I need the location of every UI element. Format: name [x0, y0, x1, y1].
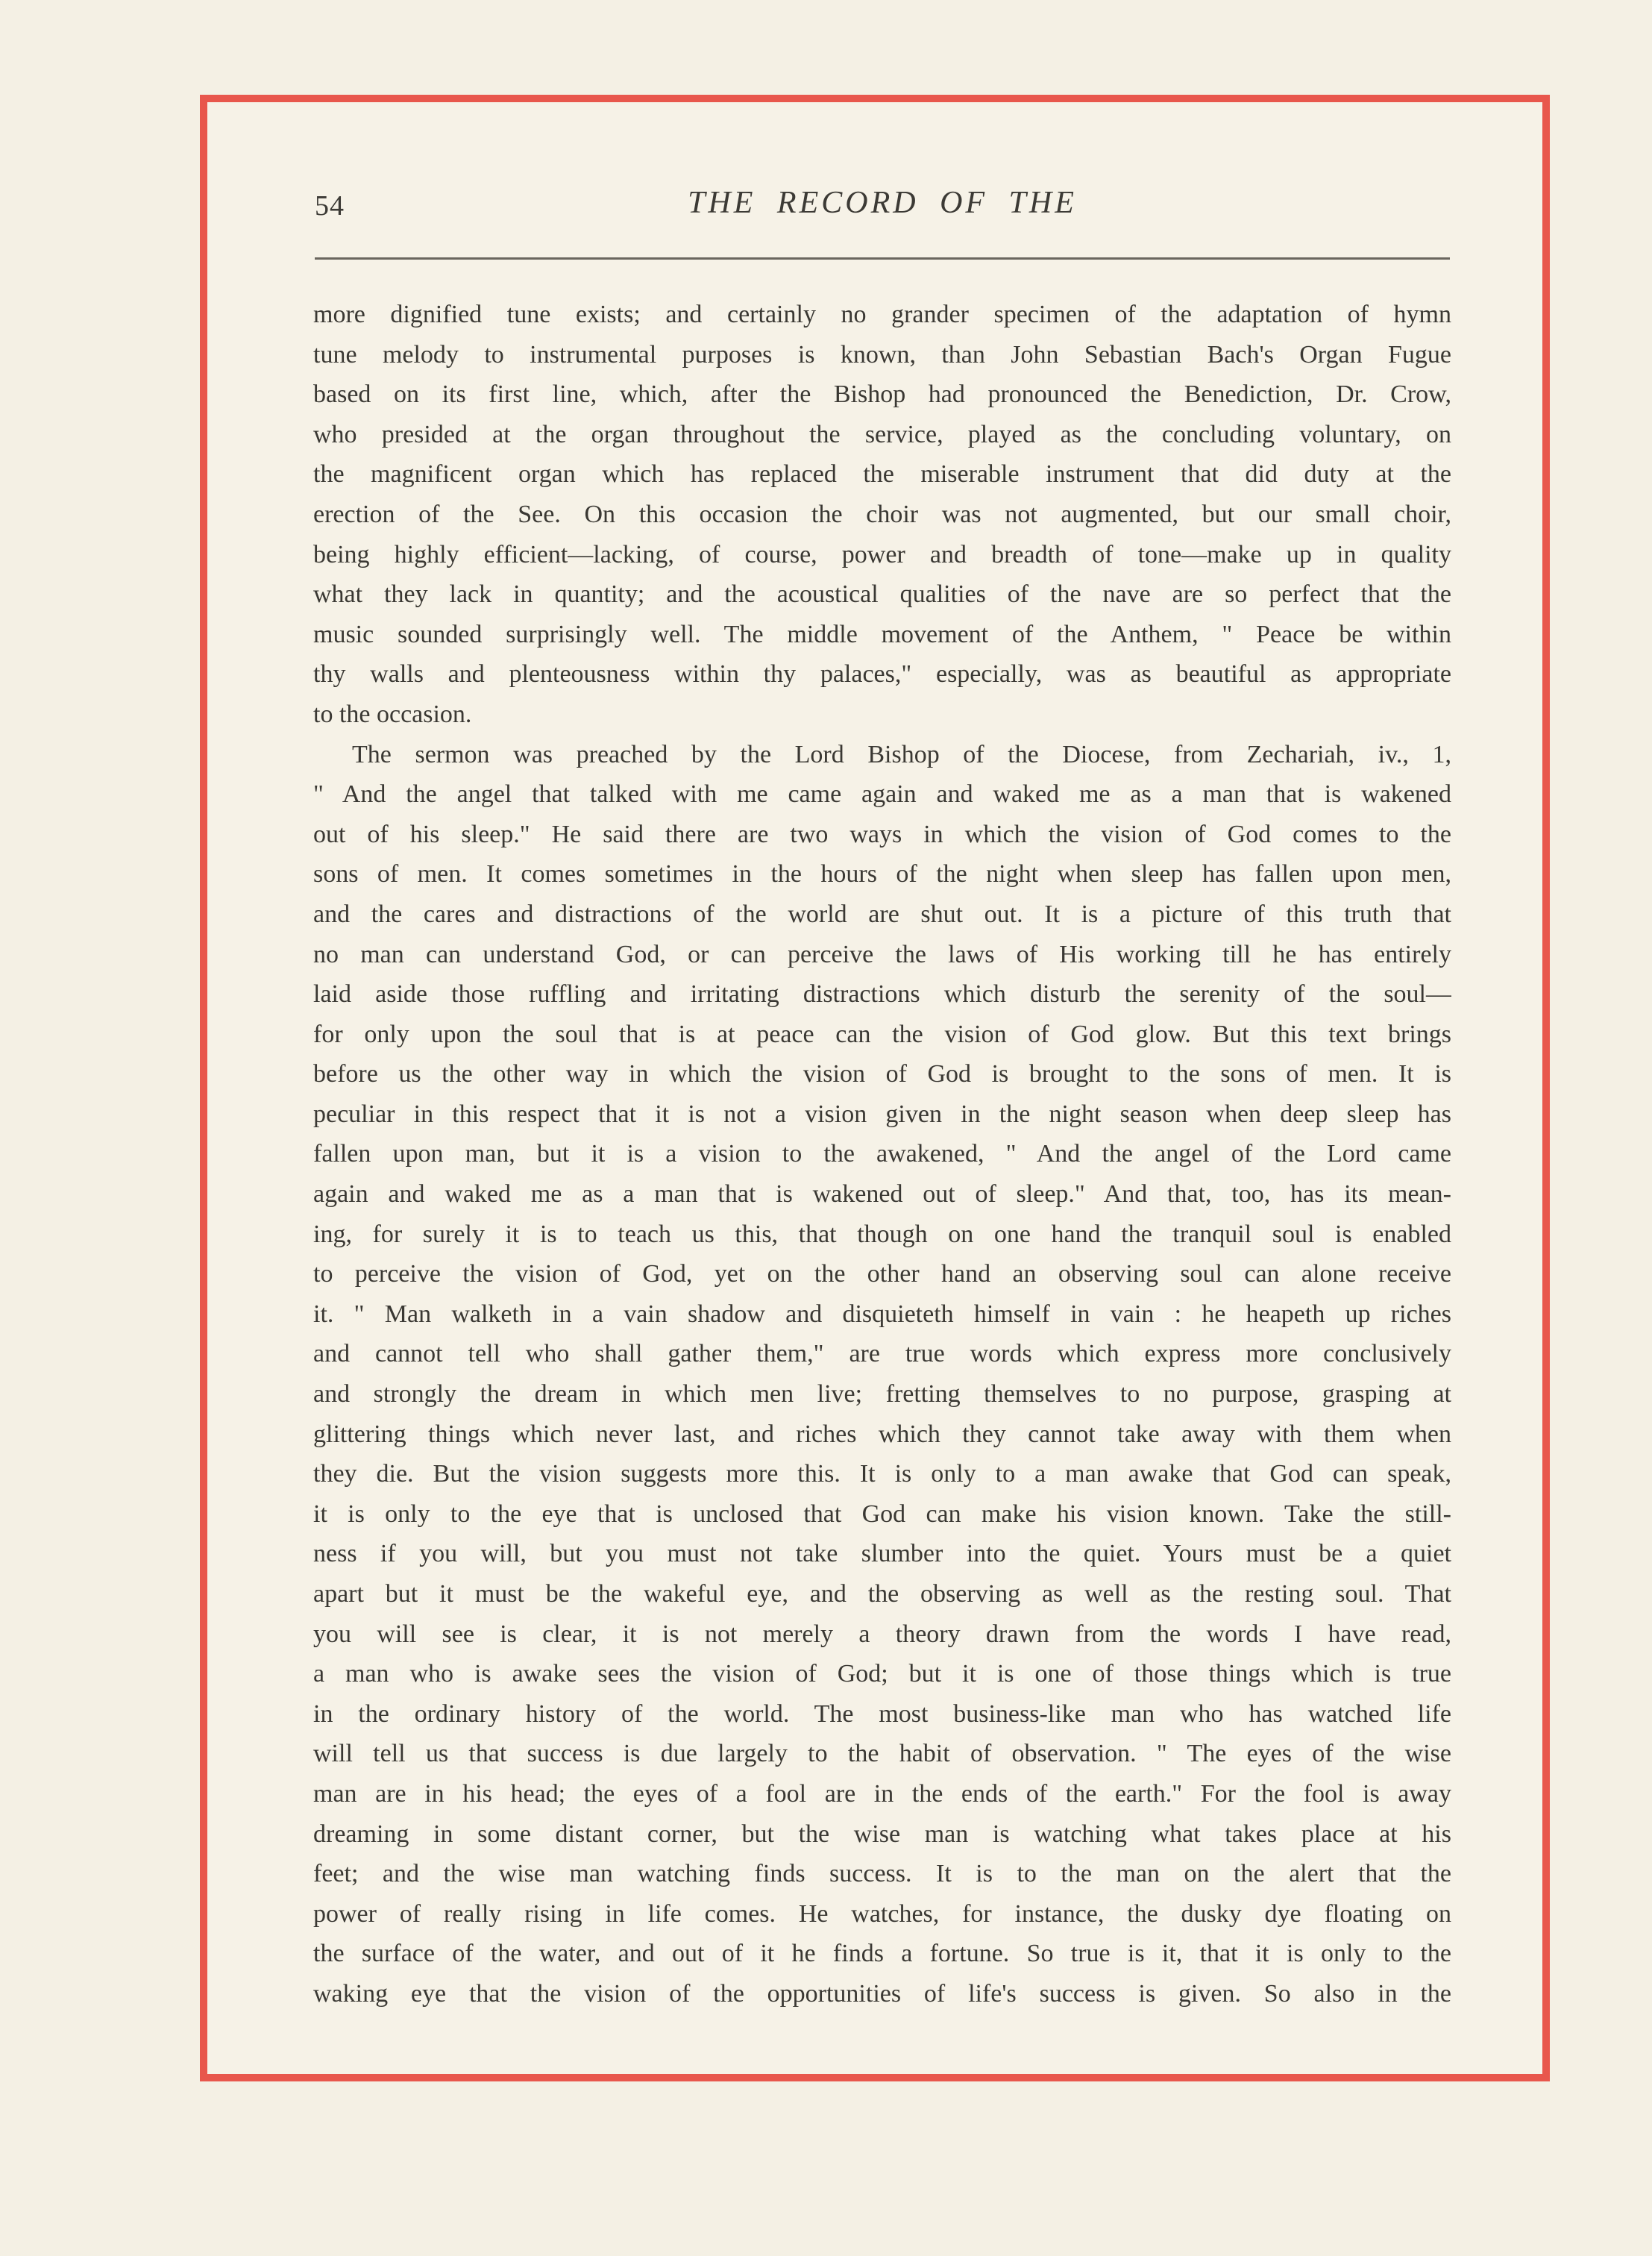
text-line: you will see is clear, it is not merely a theory drawn from the words I have read,: [313, 1620, 1451, 1648]
paragraph-1: [313, 295, 1451, 735]
text-line: out of his sleep." He said there are two ways in which the vision of God comes to the: [313, 820, 1451, 848]
text-line: they die. But the vision suggests more this. It is only to a man awake that God can speak,: [313, 1460, 1451, 1488]
text-line: man are in his head; the eyes of a fool are in the ends of the earth." For the fool is away: [313, 1779, 1451, 1808]
text-line: more dignified tune exists; and certainly no grander specimen of the adaptation of hymn: [313, 301, 1451, 328]
text-line: peculiar in this respect that it is not a vision given in the night season when deep sleep has: [313, 1100, 1451, 1128]
text-line: the surface of the water, and out of it he finds a fortune. So true is it, that it is only to the: [313, 1940, 1451, 1968]
text-line: ness if you will, but you must not take slumber into the quiet. Yours must be a quiet: [313, 1540, 1451, 1568]
text-line: for only upon the soul that is at peace can the vision of God glow. But this text brings: [313, 1020, 1451, 1048]
running-title: THE RECORD OF THE: [688, 186, 1077, 220]
text-line: being highly efficient—lacking, of course, power and breadth of tone—make up in quality: [313, 540, 1451, 568]
page-number: 54: [315, 190, 345, 222]
text-line: the magnificent organ which has replaced the miserable instrument that did duty at the: [313, 460, 1451, 489]
text-line: laid aside those ruffling and irritating distractions which disturb the serenity of the soul—: [313, 980, 1451, 1009]
text-line: to the occasion.: [313, 700, 472, 728]
text-line: to perceive the vision of God, yet on the other hand an observing soul can alone receive: [313, 1260, 1451, 1288]
text-line: tune melody to instrumental purposes is known, than John Sebastian Bach's Organ Fugue: [313, 340, 1451, 369]
header-rule: [315, 257, 1450, 260]
text-line: sons of men. It comes sometimes in the hours of the night when sleep has fallen upon men,: [313, 860, 1451, 889]
text-line: and strongly the dream in which men live; fretting themselves to no purpose, grasping at: [313, 1380, 1451, 1409]
page-header: [315, 185, 1450, 230]
text-line: it. " Man walketh in a vain shadow and disquieteth himself in vain : he heapeth up riches: [313, 1300, 1451, 1328]
text-line: a man who is awake sees the vision of God; but it is one of those things which is true: [313, 1660, 1451, 1688]
text-line: glittering things which never last, and riches which they cannot take away with them when: [313, 1420, 1451, 1448]
text-line: power of really rising in life comes. He watches, for instance, the dusky dye floating on: [313, 1899, 1451, 1928]
text-line: feet; and the wise man watching finds success. It is to the man on the alert that the: [313, 1860, 1451, 1888]
text-line: who presided at the organ throughout the service, played as the concluding voluntary, on: [313, 420, 1451, 448]
text-line: music sounded surprisingly well. The middle movement of the Anthem, " Peace be within: [313, 620, 1451, 648]
text-line: ing, for surely it is to teach us this, that though on one hand the tranquil soul is enabled: [313, 1220, 1451, 1248]
text-line: thy walls and plenteousness within thy palaces," especially, was as beautiful as appropriate: [313, 660, 1451, 689]
text-line: dreaming in some distant corner, but the wise man is watching what takes place at his: [313, 1820, 1451, 1848]
paragraph-2: [313, 735, 1451, 2014]
text-line: apart but it must be the wakeful eye, and the observing as well as the resting soul. That: [313, 1580, 1451, 1608]
text-line: in the ordinary history of the world. The most business-like man who has watched life: [313, 1699, 1451, 1728]
text-line: The sermon was preached by the Lord Bishop of the Diocese, from Zechariah, iv., 1,: [352, 740, 1451, 768]
text-line: erection of the See. On this occasion the choir was not augmented, but our small choir,: [313, 500, 1451, 528]
text-line: fallen upon man, but it is a vision to the awakened, " And the angel of the Lord came: [313, 1140, 1451, 1168]
text-line: will tell us that success is due largely to the habit of observation. " The eyes of the wise: [313, 1740, 1451, 1768]
text-line: and the cares and distractions of the world are shut out. It is a picture of this truth that: [313, 900, 1451, 928]
text-line: " And the angel that talked with me came again and waked me as a man that is wakened: [313, 780, 1451, 809]
text-line: based on its first line, which, after the Bishop had pronounced the Benediction, Dr. Crow,: [313, 380, 1451, 409]
text-line: again and waked me as a man that is wakened out of sleep." And that, too, has its mean-: [313, 1180, 1451, 1209]
text-line: no man can understand God, or can perceive the laws of His working till he has entirely: [313, 940, 1451, 968]
body-text: [313, 295, 1451, 2014]
text-line: what they lack in quantity; and the acoustical qualities of the nave are so perfect that the: [313, 580, 1451, 609]
text-line: before us the other way in which the vision of God is brought to the sons of men. It is: [313, 1060, 1451, 1088]
text-line: and cannot tell who shall gather them," are true words which express more conclusively: [313, 1340, 1451, 1368]
text-line: it is only to the eye that is unclosed that God can make his vision known. Take the still-: [313, 1500, 1451, 1528]
text-line: waking eye that the vision of the opportunities of life's success is given. So also in the: [313, 1979, 1451, 2008]
